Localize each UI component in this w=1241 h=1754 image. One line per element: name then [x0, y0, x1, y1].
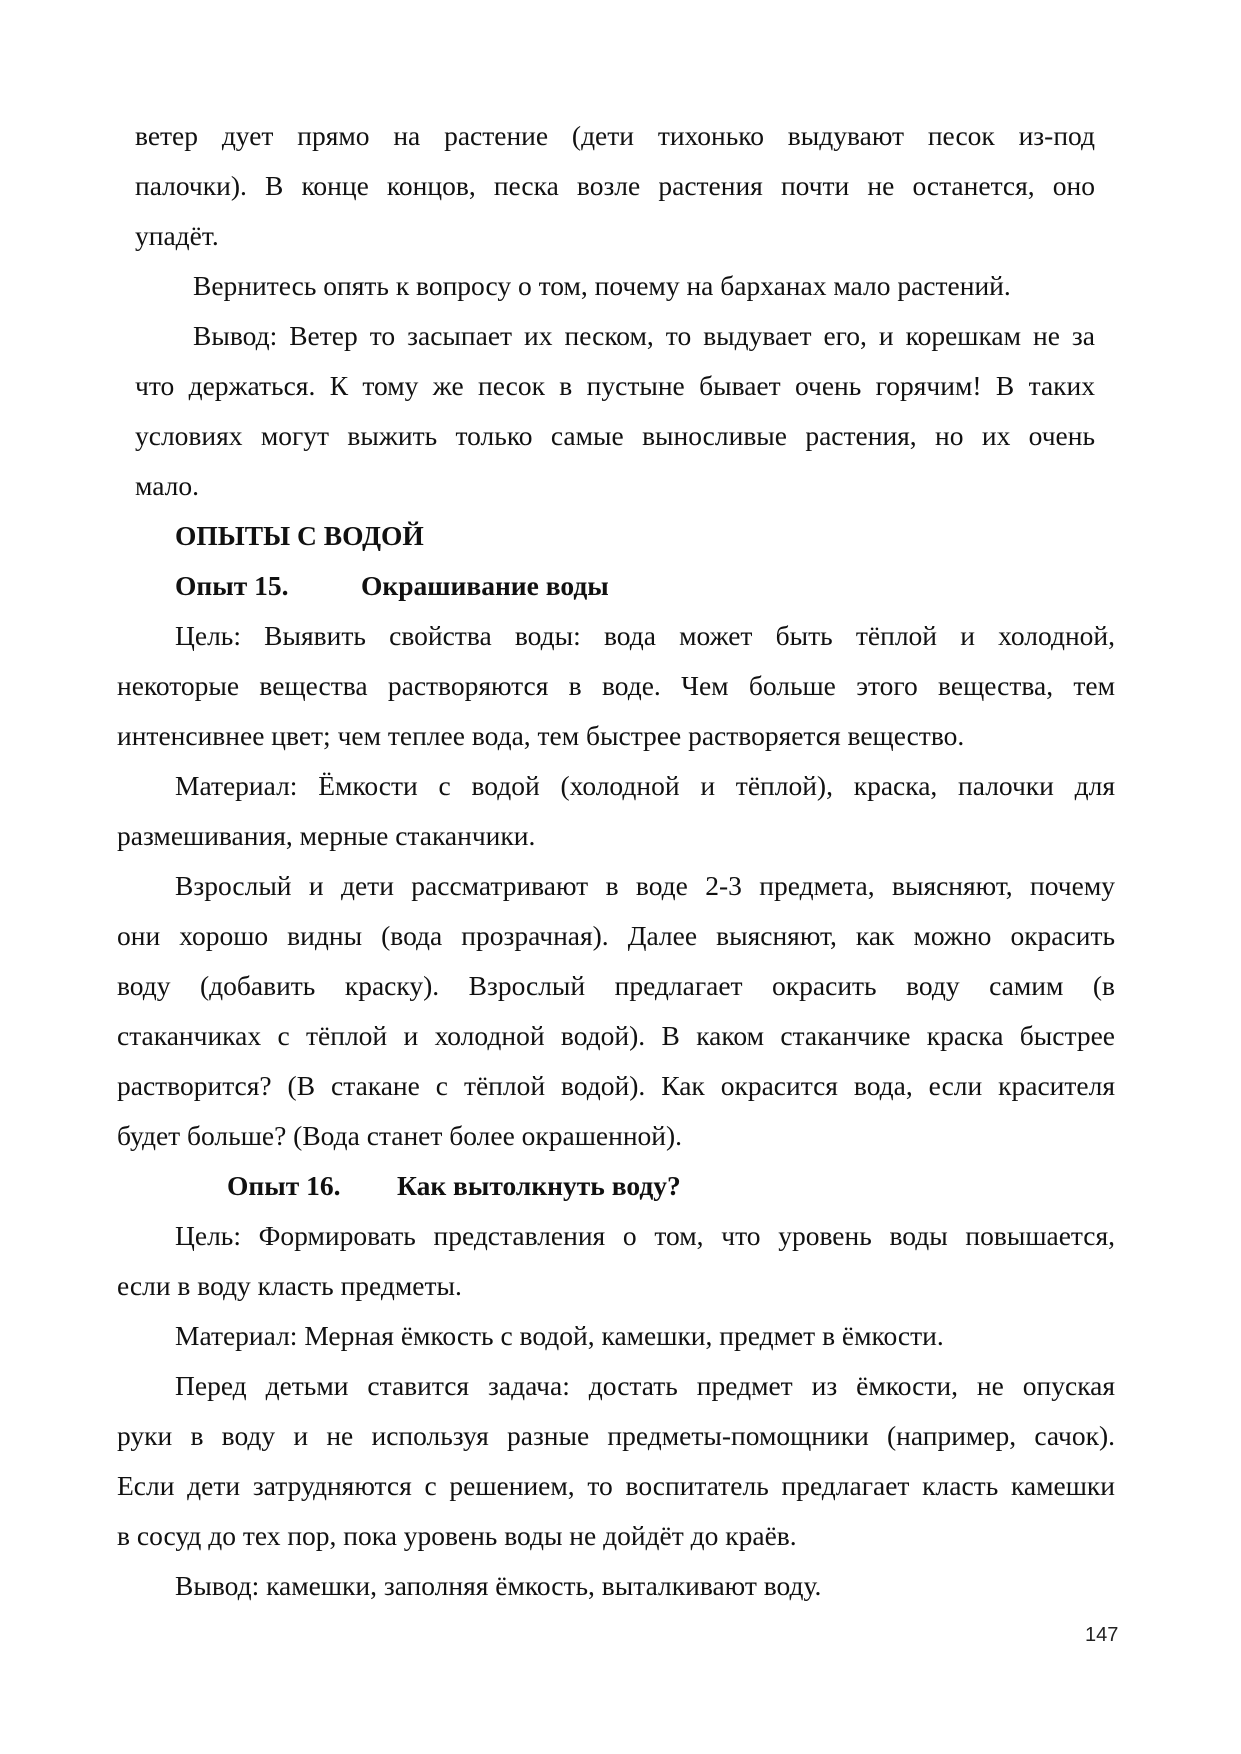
- paragraph-line: если в воду класть предметы.: [117, 1270, 462, 1301]
- paragraph-line: Вернитесь опять к вопросу о том, почему на барханах мало растений.: [193, 270, 1011, 301]
- paragraph-line: ветер дует прямо на растение (дети тихонько выдувают песок из-под: [135, 120, 1095, 151]
- paragraph-line: Взрослый и дети рассматривают в воде 2-3 предмета, выясняют, почему: [175, 870, 1115, 901]
- experiment-number: Опыт 15.: [175, 570, 289, 601]
- page-number: 147: [1085, 1624, 1119, 1646]
- section-heading: ОПЫТЫ С ВОДОЙ: [175, 520, 424, 551]
- paragraph-line: некоторые вещества растворяются в воде. Чем больше этого вещества, тем: [117, 670, 1115, 701]
- paragraph-line: Перед детьми ставится задача: достать предмет из ёмкости, не опуская: [175, 1370, 1115, 1401]
- paragraph-line: они хорошо видны (вода прозрачная). Далее выясняют, как можно окрасить: [117, 920, 1115, 951]
- paragraph-line: интенсивнее цвет; чем теплее вода, тем быстрее растворяется вещество.: [117, 720, 965, 751]
- paragraph-line: Материал: Мерная ёмкость с водой, камешки, предмет в ёмкости.: [175, 1320, 944, 1351]
- experiment-title: Окрашивание воды: [361, 570, 609, 601]
- experiment-title: Как вытолкнуть воду?: [397, 1170, 681, 1201]
- paragraph-line: Материал: Ёмкости с водой (холодной и тёплой), краска, палочки для: [175, 770, 1115, 801]
- paragraph-line: упадёт.: [135, 220, 219, 251]
- paragraph-line: Цель: Выявить свойства воды: вода может быть тёплой и холодной,: [175, 620, 1115, 651]
- paragraph-line: мало.: [135, 470, 200, 501]
- paragraph-line: стаканчиках с тёплой и холодной водой). В каком стаканчике краска быстрее: [117, 1020, 1115, 1051]
- paragraph-line: будет больше? (Вода станет более окрашенной).: [117, 1120, 683, 1151]
- experiment-number: Опыт 16.: [227, 1170, 341, 1201]
- paragraph-line: размешивания, мерные стаканчики.: [117, 820, 536, 851]
- paragraph-line: руки в воду и не используя разные предметы-помощники (например, сачок).: [117, 1420, 1115, 1451]
- paragraph-line: в сосуд до тех пор, пока уровень воды не дойдёт до краёв.: [117, 1520, 797, 1551]
- paragraph-line: палочки). В конце концов, песка возле растения почти не останется, оно: [135, 170, 1095, 201]
- paragraph-line: Вывод: камешки, заполняя ёмкость, выталкивают воду.: [175, 1570, 822, 1601]
- paragraph-line: условиях могут выжить только самые выносливые растения, но их очень: [135, 420, 1095, 451]
- paragraph-line: растворится? (В стакане с тёплой водой). Как окрасится вода, если красителя: [117, 1070, 1115, 1101]
- paragraph-line: Вывод: Ветер то засыпает их песком, то выдувает его, и корешкам не за: [193, 320, 1095, 351]
- paragraph-line: воду (добавить краску). Взрослый предлагает окрасить воду самим (в: [117, 970, 1115, 1001]
- paragraph-line: Цель: Формировать представления о том, что уровень воды повышается,: [175, 1220, 1115, 1251]
- paragraph-line: Если дети затрудняются с решением, то воспитатель предлагает класть камешки: [117, 1470, 1115, 1501]
- paragraph-line: что держаться. К тому же песок в пустыне бывает очень горячим! В таких: [135, 370, 1095, 401]
